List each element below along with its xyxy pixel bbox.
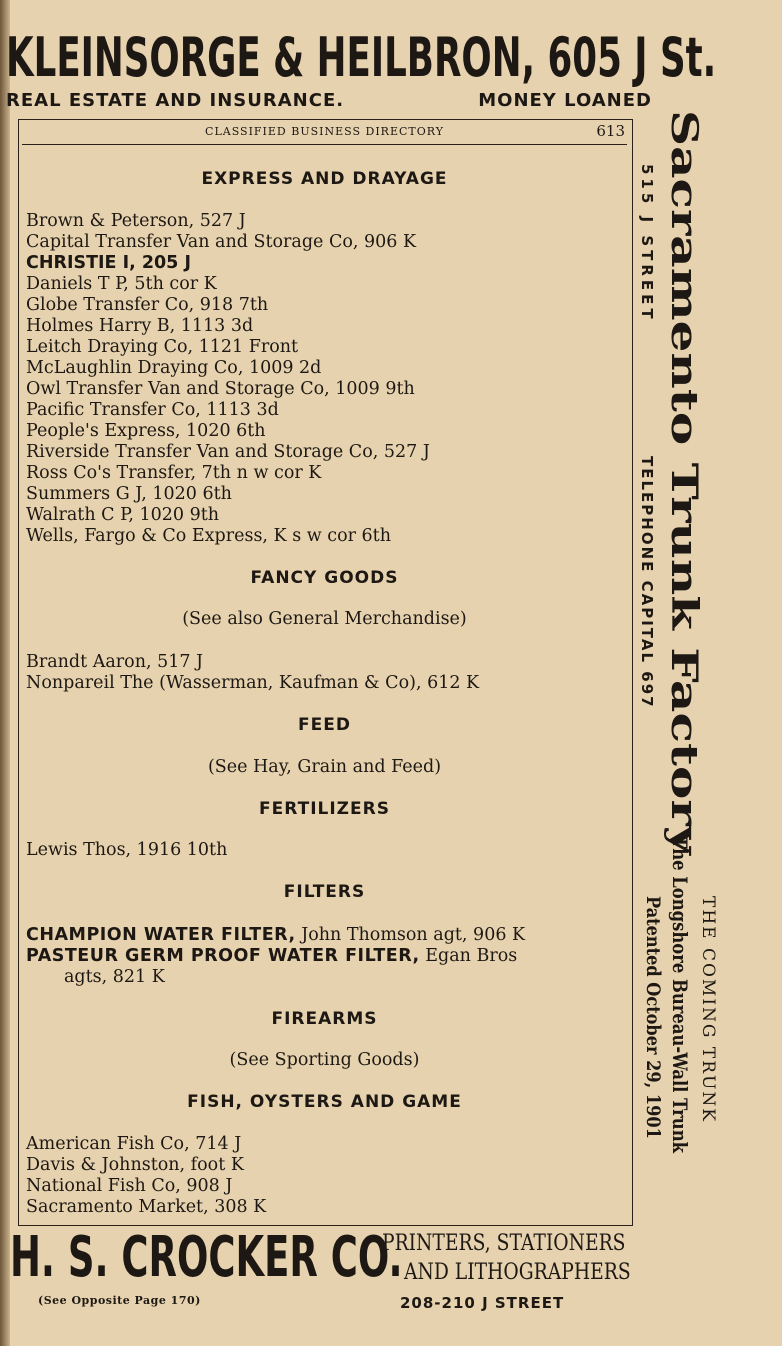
list-item: Holmes Harry B, 1113 3d xyxy=(26,316,254,336)
list-item: Sacramento Market, 308 K xyxy=(26,1197,267,1217)
list-item: Owl Transfer Van and Storage Co, 1009 9th xyxy=(26,379,415,399)
side-ad-coming-trunk: THE COMING TRUNK xyxy=(698,896,718,1123)
header-advertisement-subline xyxy=(6,90,652,112)
list-item: Riverside Transfer Van and Storage Co, 527 J xyxy=(26,442,430,462)
side-ad-phone: TELEPHONE CAPITAL 697 xyxy=(638,456,656,709)
footer-see-opposite: (See Opposite Page 170) xyxy=(38,1294,201,1307)
running-head xyxy=(22,122,627,145)
section-note-feed: (See Hay, Grain and Feed) xyxy=(207,757,442,777)
section-note-fancy-goods: (See also General Merchandise) xyxy=(182,609,467,629)
header-advertisement-title: KLEINSORGE & HEILBRON, 605 J St. xyxy=(6,26,717,89)
list-item: People's Express, 1020 6th xyxy=(26,421,266,441)
list-item: McLaughlin Draying Co, 1009 2d xyxy=(26,358,322,378)
list-item: Ross Co's Transfer, 7th n w cor K xyxy=(26,463,322,483)
section-heading-fancy-goods: FANCY GOODS xyxy=(250,568,399,588)
footer-company-name: H. S. CROCKER CO. xyxy=(10,1225,403,1290)
section-heading-filters: FILTERS xyxy=(283,882,366,902)
list-item: Daniels T P, 5th cor K xyxy=(26,274,217,294)
side-ad-patent: Patented October 29, 1901 xyxy=(642,896,664,1139)
section-heading-express: EXPRESS AND DRAYAGE xyxy=(201,169,448,189)
header-real-estate-text: REAL ESTATE AND INSURANCE. xyxy=(6,90,345,111)
side-ad-street: 515 J STREET xyxy=(638,164,656,323)
list-item-continuation: agts, 821 K xyxy=(64,967,165,987)
list-item: Nonpareil The (Wasserman, Kaufman & Co), 612 K xyxy=(26,673,480,693)
list-item: National Fish Co, 908 J xyxy=(26,1176,233,1196)
footer-address: 208-210 J STREET xyxy=(400,1294,565,1312)
list-item: Walrath C P, 1020 9th xyxy=(26,505,220,525)
list-item: Wells, Fargo & Co Express, K s w cor 6th xyxy=(26,526,391,546)
business-name: CHAMPION WATER FILTER, xyxy=(26,925,296,945)
list-item: Brandt Aaron, 517 J xyxy=(26,652,204,672)
list-item-pasteur-filter xyxy=(26,946,517,967)
business-address: Egan Bros xyxy=(419,946,518,966)
section-note-firearms: (See Sporting Goods) xyxy=(229,1050,420,1070)
footer-lithographers-text: AND LITHOGRAPHERS xyxy=(404,1260,631,1285)
page-binding-shadow xyxy=(0,0,10,1346)
header-money-loaned-text: MONEY LOANED xyxy=(478,90,652,111)
side-ad-longshore: The Longshore Bureau-Wall Trunk xyxy=(668,836,692,1153)
list-item: American Fish Co, 714 J xyxy=(26,1134,242,1154)
footer-printers-text: PRINTERS, STATIONERS xyxy=(382,1231,626,1256)
section-heading-fish: FISH, OYSTERS AND GAME xyxy=(187,1092,462,1112)
list-item: Pacific Transfer Co, 1113 3d xyxy=(26,400,279,420)
list-item: Brown & Peterson, 527 J xyxy=(26,211,246,231)
list-item: Lewis Thos, 1916 10th xyxy=(26,840,228,860)
section-heading-fertilizers: FERTILIZERS xyxy=(259,799,390,819)
list-item: Capital Transfer Van and Storage Co, 906 K xyxy=(26,232,417,252)
list-item: Globe Transfer Co, 918 7th xyxy=(26,295,269,315)
list-item: Davis & Johnston, foot K xyxy=(26,1155,244,1175)
running-head-title: CLASSIFIED BUSINESS DIRECTORY xyxy=(205,125,444,138)
page-number: 613 xyxy=(596,122,625,140)
list-item: CHRISTIE I, 205 J xyxy=(26,253,191,273)
list-item-champion-filter xyxy=(26,925,525,946)
side-ad-title: Sacramento Trunk Factory xyxy=(663,110,706,855)
section-heading-feed: FEED xyxy=(298,715,351,735)
section-heading-firearms: FIREARMS xyxy=(271,1009,378,1029)
business-name: PASTEUR GERM PROOF WATER FILTER, xyxy=(26,946,420,966)
list-item: Leitch Draying Co, 1121 Front xyxy=(26,337,299,357)
list-item: Summers G J, 1020 6th xyxy=(26,484,232,504)
business-address: John Thomson agt, 906 K xyxy=(295,925,526,945)
